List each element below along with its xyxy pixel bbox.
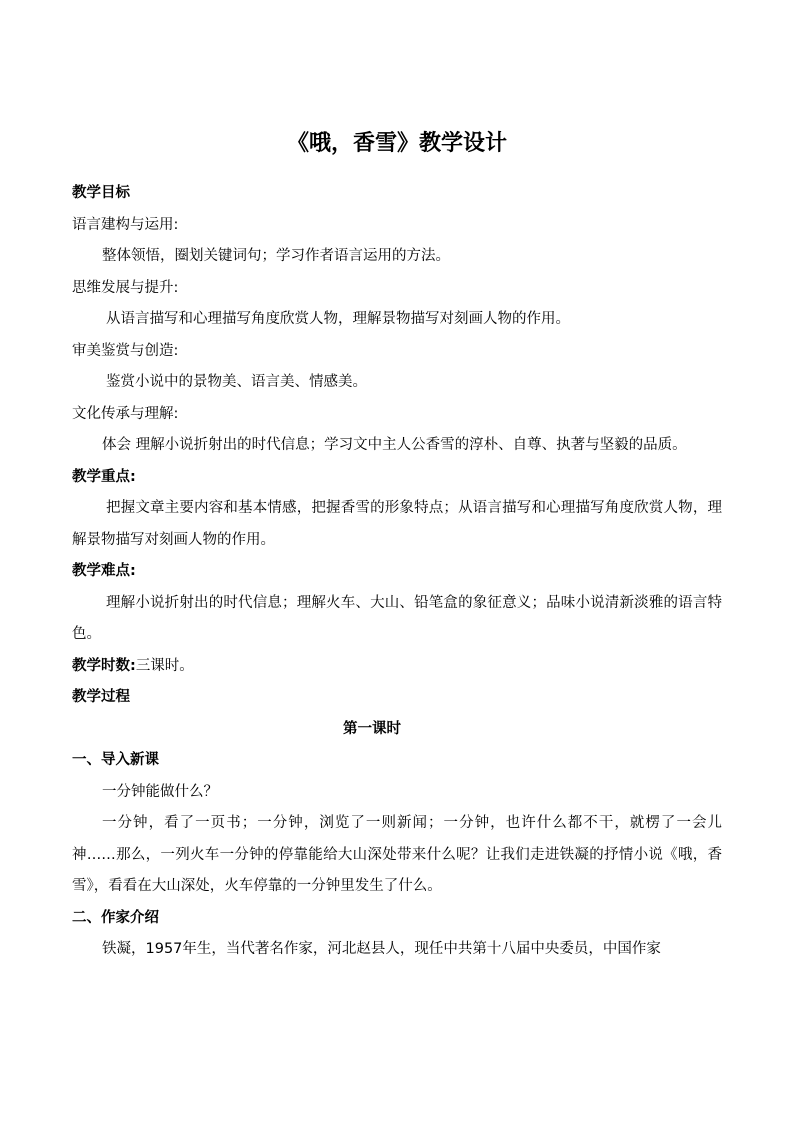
teaching-hours — [72, 651, 722, 683]
goal-2-text: 从语言描写和心理描写角度欣赏人物，理解景物描写对刻画人物的作用。 — [106, 311, 570, 327]
difficult-points-text: 理解小说折射出的时代信息；理解火车、大山、铅笔盒的象征意义；品味小说清新淡雅的语言特色。 — [72, 594, 722, 642]
goal-1-heading: 语言建构与运用: — [72, 216, 179, 233]
goal-2-heading: 思维发展与提升: — [72, 279, 179, 296]
section-1-text: 一分钟，看了一页书；一分钟，浏览了一则新闻；一分钟，也许什么都不干，就楞了一会儿神……那么，一列火车一分钟的停靠能给大山深处带来什么呢？让我们走进铁凝的抒情小说《哦，香雪》，看看在大山深处，火车停靠的一分钟里发生了什么。 — [72, 815, 722, 894]
process-heading: 教学过程 — [72, 689, 130, 705]
goal-3-text: 鉴赏小说中的景物美、语言美、情感美。 — [106, 374, 367, 390]
goals-heading: 教学目标 — [72, 185, 130, 201]
teaching-hours-value: 三课时。 — [135, 657, 194, 674]
key-points-text: 把握文章主要内容和基本情感，把握香雪的形象特点；从语言描写和心理描写角度欣赏人物，理解景物描写对刻画人物的作用。 — [72, 500, 722, 548]
difficult-points-heading: 教学难点: — [72, 563, 136, 579]
section-2-heading: 二、作家介绍 — [72, 909, 159, 926]
section-1-heading: 一、导入新课 — [72, 752, 159, 768]
teaching-hours-label: 教学时数: — [72, 657, 136, 674]
goal-4-text: 体会 理解小说折射出的时代信息；学习文中主人公香雪的淳朴、自尊、执著与坚毅的品质。 — [102, 437, 687, 453]
goal-1-text: 整体领悟，圈划关键词句；学习作者语言运用的方法。 — [102, 248, 450, 264]
section-2-text: 铁凝，1957年生，当代著名作家，河北赵县人，现任中共第十八届中央委员，中国作家 — [102, 941, 661, 957]
lesson-1-heading: 第一课时 — [343, 720, 401, 737]
section-1-question: 一分钟能做什么？ — [102, 783, 218, 800]
document-page — [72, 128, 722, 966]
document-title: 《哦，香雪》教学设计 — [286, 131, 507, 156]
goal-3-heading: 审美鉴赏与创造: — [72, 342, 179, 359]
key-points-heading: 教学重点: — [72, 468, 136, 485]
goal-4-heading: 文化传承与理解: — [72, 405, 179, 422]
